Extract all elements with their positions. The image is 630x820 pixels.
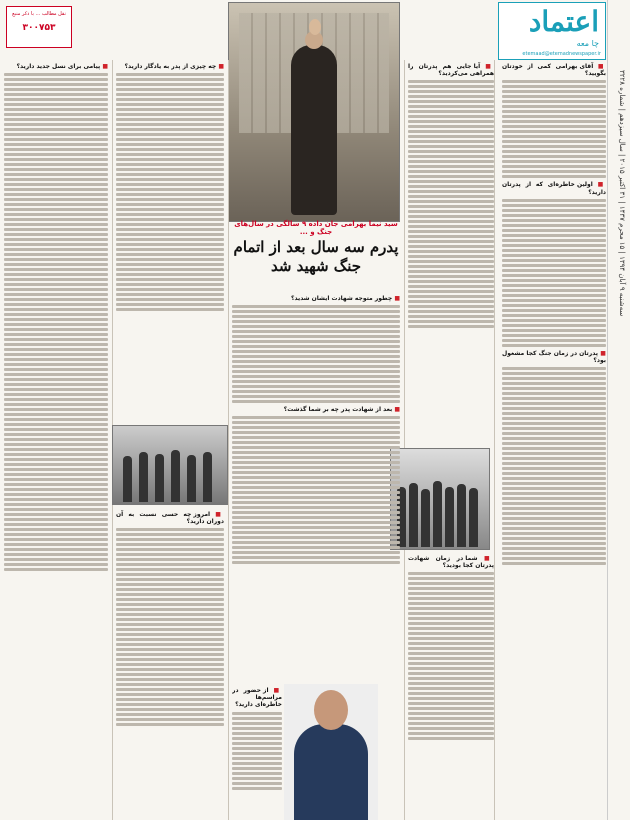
group-photo-2 bbox=[112, 425, 228, 505]
headline-block bbox=[228, 218, 404, 288]
portrait-head bbox=[314, 690, 348, 730]
body-text bbox=[116, 73, 224, 311]
question: ■ پدرتان در زمان جنگ کجا مشغول بود؟ bbox=[502, 350, 606, 364]
question: ■ چطور متوجه شهادت ایشان شدید؟ bbox=[232, 295, 400, 302]
column-divider bbox=[404, 60, 405, 820]
text-column-4 bbox=[116, 60, 224, 422]
kicker: سید نیما بهرامی جان داده ۹ سالگی در سال‌های جنگ و ... bbox=[234, 220, 398, 236]
column-divider bbox=[494, 60, 495, 820]
body-text bbox=[232, 305, 400, 403]
body-text bbox=[4, 73, 108, 571]
text-column-1 bbox=[502, 60, 606, 815]
portrait-body bbox=[294, 724, 368, 820]
column-divider bbox=[228, 60, 229, 820]
body-text bbox=[232, 712, 282, 790]
body-text bbox=[116, 528, 224, 726]
photo-figure-gown bbox=[291, 45, 337, 215]
body-text bbox=[232, 416, 400, 564]
body-text bbox=[408, 80, 494, 328]
body-text bbox=[502, 367, 606, 565]
edition-rail bbox=[607, 0, 630, 820]
text-column-4b bbox=[116, 508, 224, 814]
ad-caption: نقل مطالب ... با ذکر منبع bbox=[12, 11, 66, 17]
question: ■ آقای بهرامی کمی از خودتان بگویید؟ bbox=[502, 63, 606, 77]
question: ■ آیا جایی هم پدرتان را همراهی می‌کردید؟ bbox=[408, 63, 494, 77]
interviewee-portrait bbox=[284, 684, 378, 820]
text-column-2b bbox=[408, 552, 494, 814]
headline: پدرم سه سال بعد از اتمام جنگ شهید شد bbox=[233, 238, 399, 275]
question: ■ امروز چه حسی نسبت به آن دوران دارید؟ bbox=[116, 511, 224, 525]
question: ■ بعد از شهادت پدر چه بر شما گذشت؟ bbox=[232, 406, 400, 413]
main-photo bbox=[228, 2, 400, 222]
text-column-3b bbox=[232, 684, 282, 816]
text-column-5 bbox=[4, 60, 108, 815]
body-text bbox=[502, 80, 606, 178]
edition-info: سه‌شنبه ۹ آبان ۱۳۹۴ | ۱۵ محرم ۱۴۳۷ | ۳۱ اکتبر ۲۰۱۵ | سال سیزدهم | شماره ۳۲۲۸ bbox=[618, 70, 626, 317]
ad-number: ۳۰۰۷۵۳ bbox=[22, 23, 56, 33]
text-column-3 bbox=[232, 292, 400, 682]
question: ■ شما در زمان شهادت پدرتان کجا بودید؟ bbox=[408, 555, 494, 569]
text-column-2 bbox=[408, 60, 494, 448]
question: ■ پیامی برای نسل جدید دارید؟ bbox=[4, 63, 108, 70]
question: ■ از حضور در مراسم‌ها خاطره‌ای دارید؟ bbox=[232, 687, 282, 709]
section-name: چا معه bbox=[576, 39, 599, 48]
contact-email: etemaad@etemadnewspaper.ir bbox=[522, 51, 601, 57]
group-photo-1 bbox=[390, 448, 490, 550]
body-text bbox=[408, 572, 494, 740]
question: ■ چه چیزی از پدر به یادگار دارید؟ bbox=[116, 63, 224, 70]
newspaper-logo: اعتماد bbox=[528, 5, 599, 38]
masthead bbox=[498, 2, 606, 60]
ad-box bbox=[6, 6, 72, 48]
photo-child bbox=[309, 19, 321, 35]
question: ■ اولین خاطره‌ای که از پدرتان دارید؟ bbox=[502, 181, 606, 195]
body-text bbox=[502, 199, 606, 347]
